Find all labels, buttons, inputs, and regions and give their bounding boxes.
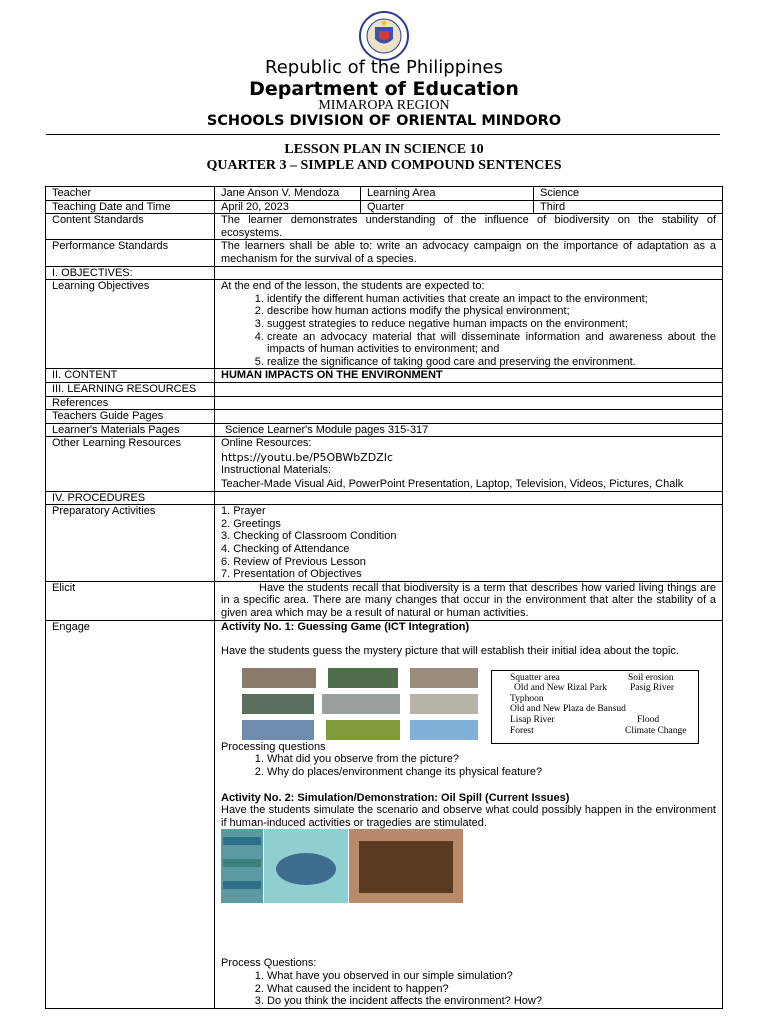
teacher-row [46,187,723,201]
olr-instructional: Instructional Materials: [221,464,332,477]
lesson-plan-title: LESSON PLAN IN SCIENCE 10 [284,142,484,157]
performance-standards-value: The learners shall be able to: write an advocacy campaign on the importance of adaptation as a mechanism for the survival of a species. [215,240,723,266]
activity1-title: Activity No. 1: Guessing Game (ICT Integration) [221,620,470,633]
processing-label: Processing questions [221,740,326,753]
mystery-word-box [491,670,699,744]
division-heading: SCHOOLS DIVISION OF ORIENTAL MINDORO [206,113,562,129]
learning-objectives-intro: At the end of the lesson, the students are expected to: [221,280,485,293]
engage-row [46,620,723,1008]
elicit-row [46,581,723,620]
content-standards-value: The learner demonstrates understanding of the influence of biodiversity on the stability of ecosystems. [215,214,723,240]
olr-label: Other Learning Resources [46,437,215,491]
mystery-row [492,694,698,705]
engage-cell [215,620,723,1008]
prep-item: 6. Review of Previous Lesson [221,555,366,568]
objective-item: 2. describe how human actions modify the physical environment; [267,305,716,318]
mystery-row [492,683,698,694]
picture-plaza [410,694,478,714]
process-item: 1. What have you observed in our simple simulation? [267,970,716,983]
content-value: HUMAN IMPACTS ON THE ENVIRONMENT [215,369,723,383]
content-standards-label: Content Standards [46,214,215,240]
lm-row [46,423,723,437]
learning-objectives-list [221,293,716,369]
resources-label: III. LEARNING RESOURCES [46,382,215,396]
learning-objectives-row [46,280,723,369]
references-label: References [46,396,215,410]
mystery-word: Flood [637,714,660,725]
performance-standards-row [46,240,723,266]
process-item: 2. What caused the incident to happen? [267,983,716,996]
learning-area-value: Science [534,187,723,201]
mystery-word: Old and New Plaza de Bansud [510,704,626,715]
picture-rizal-park [328,668,398,688]
mystery-row [492,726,698,737]
prep-item: 2. Greetings [221,517,281,530]
picture-squatter [242,668,316,688]
picture-soil-erosion [410,668,478,688]
mystery-word: Soil erosion [628,672,674,683]
republic-heading: Republic of the Philippines [265,57,503,78]
deped-seal-icon [356,10,412,62]
olr-online: Online Resources: [221,437,312,450]
mystery-row [492,673,698,684]
mystery-word: Lisap River [510,714,555,725]
picture-pasig-river [242,694,314,714]
mystery-word: Forest [510,725,534,736]
prep-item: 7. Presentation of Objectives [221,568,362,581]
photo-pan-soil [359,841,453,893]
date-value: April 20, 2023 [215,200,361,214]
quarter-label: Quarter [361,200,534,214]
engage-label: Engage [46,620,215,1008]
mystery-word: Squatter area [510,672,560,683]
tg-label: Teachers Guide Pages [46,410,215,424]
mystery-row [492,704,698,715]
teacher-value: Jane Anson V. Mendoza [215,187,361,201]
mystery-word: Old and New Rizal Park [514,683,607,694]
prep-item: 1. Prayer [221,505,266,518]
date-label: Teaching Date and Time [46,200,215,214]
objective-item: 3. suggest strategies to reduce negative human impacts on the environment; [267,318,716,331]
objectives-label: I. OBJECTIVES: [46,266,215,280]
learning-objectives-label: Learning Objectives [46,280,215,369]
performance-standards-label: Performance Standards [46,240,215,266]
process-list [221,970,716,1008]
procedures-row [46,491,723,505]
photo-tray-3 [223,881,261,889]
activity1-desc: Have the students guess the mystery picture that will establish their initial idea about the topic. [221,645,679,658]
lesson-plan-table [45,186,723,1009]
olr-link[interactable]: https://youtu.be/P5OBWbZDZIc [221,450,394,464]
lm-label: Learner's Materials Pages [46,423,215,437]
olr-row [46,437,723,491]
processing-item: 2. Why do places/environment change its physical feature? [267,766,716,779]
activity2-title: Activity No. 2: Simulation/Demonstration: Oil Spill (Current Issues) [221,791,570,804]
mystery-row [492,715,698,726]
elicit-label: Elicit [46,581,215,620]
procedures-label: IV. PROCEDURES [46,491,215,505]
olr-cell [215,437,723,491]
resources-row [46,382,723,396]
quarter-title: QUARTER 3 – SIMPLE AND COMPOUND SENTENCES [206,158,562,173]
process-item: 3. Do you think the incident affects the environment? How? [267,995,716,1008]
process-label: Process Questions: [221,957,317,970]
resources-blank [215,382,723,396]
picture-climate-change [410,720,478,740]
content-standards-row [46,214,723,240]
objective-item: 1. identify the different human activities that create an impact to the environment; [267,293,716,306]
content-label: II. CONTENT [46,369,215,383]
learning-area-label: Learning Area [361,187,534,201]
learning-objectives-cell [215,280,723,369]
activity2-desc: Have the students simulate the scenario and observe what could possibly happen in the environment if human-induced activities or tragedies are stimulated. [221,804,716,829]
header-divider [46,134,720,135]
date-row [46,200,723,214]
photo-tray-2 [223,859,261,867]
mystery-word: Typhoon [510,693,544,704]
procedures-blank [215,491,723,505]
photo-tray-1 [223,837,261,845]
prep-item: 3. Checking of Classroom Condition [221,530,397,543]
olr-materials: Teacher-Made Visual Aid, PowerPoint Presentation, Laptop, Television, Videos, Pictures, Chalk [221,478,684,491]
mystery-pictures [242,668,482,740]
region-heading: MIMAROPA REGION [318,98,450,113]
mystery-word: Pasig River [630,683,675,694]
processing-item: 1. What did you observe from the picture? [267,753,716,766]
picture-lisap-river [242,720,314,740]
department-heading: Department of Education [249,78,519,100]
lm-value: Science Learner's Module pages 315-317 [215,423,723,437]
tg-blank [215,410,723,424]
references-blank [215,396,723,410]
objective-item: 5. realize the significance of taking good care and preserving the environment. [267,356,716,369]
content-row [46,369,723,383]
prep-row [46,505,723,582]
prep-list [221,505,716,581]
prep-item: 4. Checking of Attendance [221,543,350,556]
objectives-row [46,266,723,280]
references-row [46,396,723,410]
photo-oil-slick [276,853,336,885]
processing-list [221,753,716,778]
teacher-label: Teacher [46,187,215,201]
picture-typhoon [322,694,400,714]
prep-cell [215,505,723,582]
objectives-blank [215,266,723,280]
oil-spill-photos [221,829,463,903]
mystery-word: Climate Change [625,725,687,736]
elicit-value: Have the students recall that biodiversity is a term that describes how varied living things are in a specific area. There are many changes that occur in the environment that alter the stability of a given area which may be a result of natural or human activities. [215,581,723,620]
picture-forest [326,720,400,740]
quarter-value: Third [534,200,723,214]
tg-row [46,410,723,424]
prep-label: Preparatory Activities [46,505,215,582]
objective-item: 4. create an advocacy material that will disseminate information and awareness about the impacts of human activities to environment; and [267,331,716,356]
